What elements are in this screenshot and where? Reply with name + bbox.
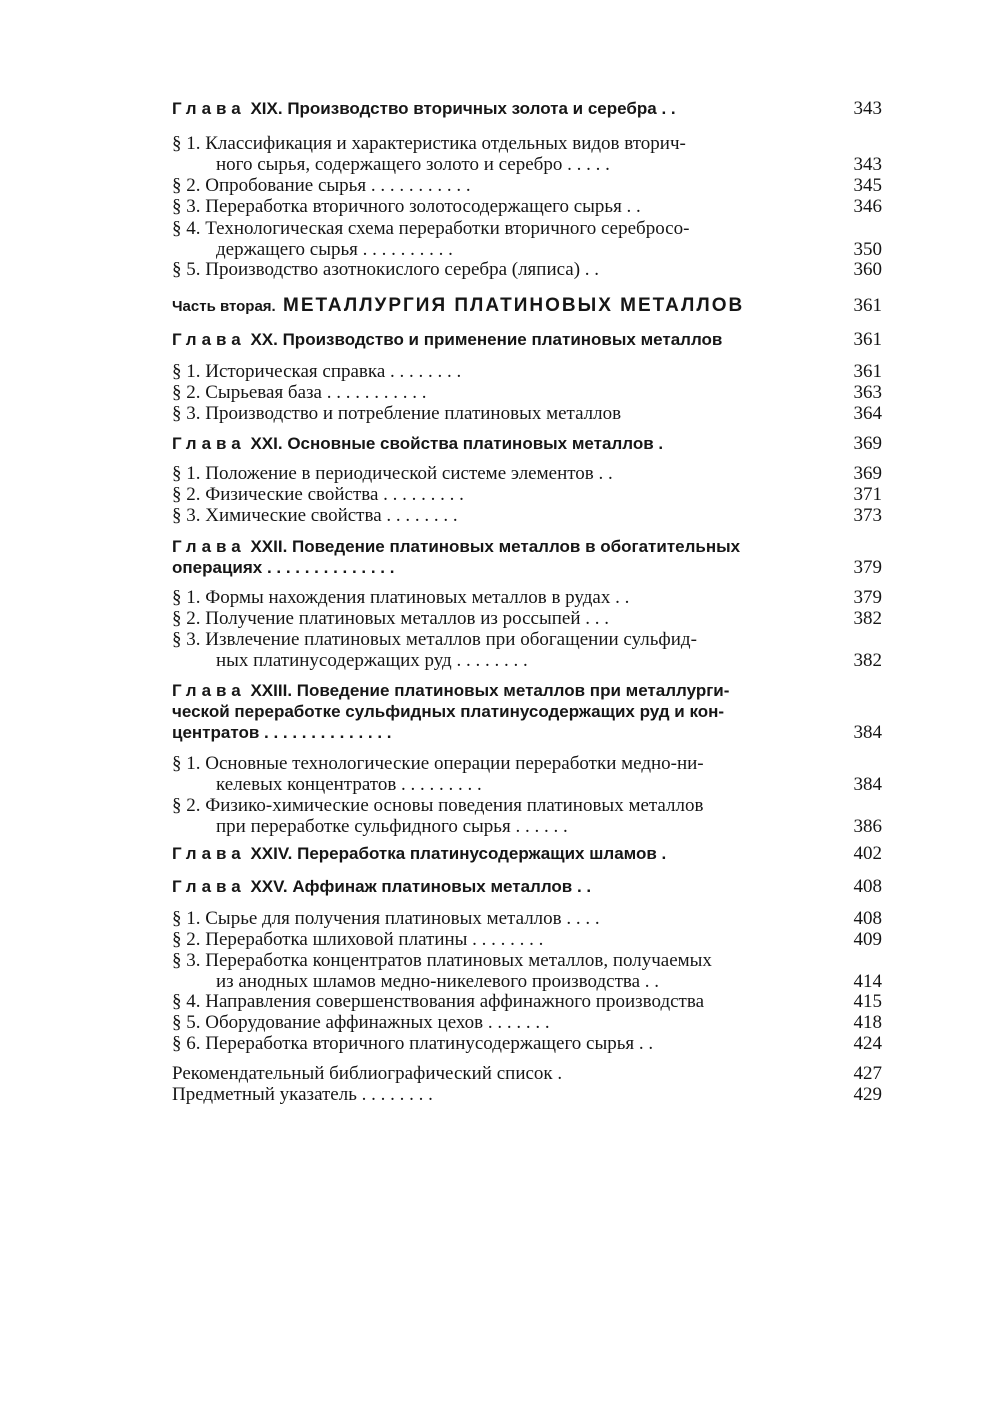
toc-chapter — [172, 843, 882, 864]
toc-line — [172, 505, 882, 526]
toc-line — [172, 484, 882, 505]
toc-line — [172, 329, 882, 350]
toc-entry — [172, 259, 882, 280]
part-heading — [172, 295, 832, 317]
toc-line — [172, 843, 882, 864]
entry-text: § 1. Сырье для получения платиновых металлов . . . . — [172, 908, 600, 929]
chapter-title: XXIII. Поведение платиновых металлов при металлурги- — [250, 681, 730, 700]
page-number: 373 — [853, 505, 882, 526]
entry-text — [172, 876, 832, 897]
page-number: 361 — [853, 329, 882, 350]
toc-part — [172, 295, 882, 316]
toc-line — [172, 680, 882, 701]
toc-line — [172, 1063, 882, 1084]
toc-line — [172, 908, 882, 929]
toc-entry — [172, 1063, 882, 1084]
toc-entry — [172, 950, 882, 992]
entry-text: § 1. Положение в периодической системе элементов . . — [172, 463, 613, 484]
chapter-title: XIX. Производство вторичных золота и серебра . . — [250, 99, 676, 118]
entry-text: § 1. Основные технологические операции переработки медно-ни- — [172, 753, 704, 774]
page-number: 361 — [853, 361, 882, 382]
entry-text: § 1. Историческая справка . . . . . . . . — [172, 361, 462, 382]
toc-line — [172, 876, 882, 897]
toc-line — [172, 1084, 882, 1105]
entry-text — [172, 433, 832, 454]
toc-line — [172, 557, 882, 578]
chapter-label: Глава — [172, 434, 246, 453]
entry-text: § 1. Формы нахождения платиновых металлов в рудах . . — [172, 587, 630, 608]
toc-entry — [172, 1012, 882, 1033]
page-number: 360 — [853, 259, 882, 280]
page-number: 424 — [853, 1033, 882, 1054]
page-number: 382 — [853, 608, 882, 629]
toc-entry — [172, 175, 882, 196]
entry-text: § 3. Производство и потребление платиновых металлов — [172, 403, 622, 424]
entry-text: из анодных шламов медно-никелевого производства . . — [216, 971, 660, 992]
page-number: 364 — [853, 403, 882, 424]
page-number: 382 — [853, 650, 882, 671]
entry-text: § 3. Переработка концентратов платиновых металлов, получаемых — [172, 950, 712, 971]
toc-entry — [172, 218, 882, 260]
entry-text: § 2. Получение платиновых металлов из россыпей . . . — [172, 608, 609, 629]
entry-text — [172, 536, 882, 557]
toc-entry — [172, 382, 882, 403]
chapter-title: XXII. Поведение платиновых металлов в обогатительных — [250, 537, 741, 556]
toc-line — [172, 1033, 882, 1054]
toc-line — [172, 403, 882, 424]
chapter-label: Глава — [172, 844, 246, 863]
entry-text: § 3. Химические свойства . . . . . . . . — [172, 505, 458, 526]
toc-line — [172, 701, 882, 722]
entry-text: § 2. Физико-химические основы поведения платиновых металлов — [172, 795, 704, 816]
toc-line — [172, 1012, 882, 1033]
entry-text: § 2. Переработка шлиховой платины . . . . . . . . — [172, 929, 544, 950]
page-number: 369 — [853, 433, 882, 454]
part-label: Часть вторая. — [172, 298, 276, 315]
toc-line — [172, 175, 882, 196]
toc-entry — [172, 133, 882, 175]
page-number: 427 — [853, 1063, 882, 1084]
toc-line — [172, 259, 882, 280]
page-number: 418 — [853, 1012, 882, 1033]
toc-line — [172, 382, 882, 403]
entry-text: при переработке сульфидного сырья . . . . . . — [216, 816, 568, 837]
toc-line — [172, 463, 882, 484]
page-number: 346 — [853, 196, 882, 217]
entry-text: ческой переработке сульфидных платинусодержащих руд и кон- — [172, 702, 725, 721]
toc-line — [172, 295, 882, 316]
entry-text — [172, 843, 832, 864]
toc-line — [172, 929, 882, 950]
page-number: 343 — [853, 98, 882, 119]
entry-text: § 2. Сырьевая база . . . . . . . . . . . — [172, 382, 427, 403]
toc-entry — [172, 929, 882, 950]
entry-text: держащего сырья . . . . . . . . . . — [216, 239, 453, 260]
toc-entry — [172, 795, 882, 837]
entry-text: центратов . . . . . . . . . . . . . . — [172, 723, 392, 742]
toc-entry — [172, 1084, 882, 1105]
chapter-label: Глава — [172, 330, 246, 349]
entry-text: § 5. Производство азотнокислого серебра (ляписа) . . — [172, 259, 600, 280]
toc-line — [172, 587, 882, 608]
toc-line — [172, 753, 882, 774]
page-number: 415 — [853, 991, 882, 1012]
toc-line — [172, 361, 882, 382]
entry-text: Рекомендательный библиографический список . — [172, 1063, 563, 1084]
page-number: 345 — [853, 175, 882, 196]
chapter-title: XX. Производство и применение платиновых металлов — [250, 330, 723, 349]
chapter-title: XXIV. Переработка платинусодержащих шламов . — [250, 844, 667, 863]
toc-entry — [172, 196, 882, 217]
toc-entry — [172, 608, 882, 629]
page-number: 361 — [853, 295, 882, 316]
chapter-title: XXV. Аффинаж платиновых металлов . . — [250, 877, 592, 896]
toc-line — [172, 218, 882, 239]
toc-entry — [172, 587, 882, 608]
entry-text: келевых концентратов . . . . . . . . . — [216, 774, 482, 795]
toc-line — [172, 98, 882, 119]
toc-entry — [172, 908, 882, 929]
page-number: 350 — [853, 239, 882, 260]
toc-line — [172, 433, 882, 454]
entry-text: § 1. Классификация и характеристика отдельных видов вторич- — [172, 133, 686, 154]
toc-entry — [172, 629, 882, 671]
toc-line — [172, 795, 882, 816]
page-number: 408 — [853, 908, 882, 929]
entry-text: ных платинусодержащих руд . . . . . . . . — [216, 650, 528, 671]
toc-entry — [172, 991, 882, 1012]
toc-chapter — [172, 329, 882, 350]
toc-line — [172, 950, 882, 971]
chapter-label: Глава — [172, 877, 246, 896]
toc-entry — [172, 484, 882, 505]
page-number: 386 — [853, 816, 882, 837]
toc-line — [172, 816, 882, 837]
page-number: 402 — [853, 843, 882, 864]
toc-entry — [172, 753, 882, 795]
chapter-title: XXI. Основные свойства платиновых металлов . — [250, 434, 664, 453]
toc-line — [172, 774, 882, 795]
toc-chapter — [172, 876, 882, 897]
toc-entry — [172, 1033, 882, 1054]
entry-text: § 5. Оборудование аффинажных цехов . . . . . . . — [172, 1012, 550, 1033]
toc-line — [172, 154, 882, 175]
toc-line — [172, 650, 882, 671]
page-number: 363 — [853, 382, 882, 403]
entry-text: § 4. Технологическая схема переработки вторичного серебросо- — [172, 218, 690, 239]
chapter-label: Глава — [172, 99, 246, 118]
page-number: 384 — [853, 722, 882, 743]
toc-entry — [172, 403, 882, 424]
page-number: 371 — [853, 484, 882, 505]
page-number: 379 — [853, 587, 882, 608]
toc-entry — [172, 505, 882, 526]
entry-text: § 4. Направления совершенствования аффинажного производства — [172, 991, 704, 1012]
page-number: 369 — [853, 463, 882, 484]
page-number: 343 — [853, 154, 882, 175]
entry-text: ного сырья, содержащего золото и серебро . . . . . — [216, 154, 610, 175]
toc-line — [172, 722, 882, 743]
entry-text — [172, 98, 832, 119]
chapter-label: Глава — [172, 537, 246, 556]
toc-entry — [172, 361, 882, 382]
page-number: 384 — [853, 774, 882, 795]
page-number: 408 — [853, 876, 882, 897]
page-number: 429 — [853, 1084, 882, 1105]
entry-text: § 2. Физические свойства . . . . . . . . . — [172, 484, 464, 505]
toc-chapter — [172, 680, 882, 743]
toc-line — [172, 196, 882, 217]
page-number: 409 — [853, 929, 882, 950]
toc-line — [172, 608, 882, 629]
entry-text — [172, 329, 832, 350]
entry-text: § 3. Извлечение платиновых металлов при обогащении сульфид- — [172, 629, 697, 650]
entry-text: § 2. Опробование сырья . . . . . . . . . . . — [172, 175, 471, 196]
toc-chapter — [172, 433, 882, 454]
entry-text — [172, 680, 882, 701]
toc-line — [172, 536, 882, 557]
toc-line — [172, 239, 882, 260]
entry-text: § 6. Переработка вторичного платинусодержащего сырья . . — [172, 1033, 654, 1054]
toc-line — [172, 991, 882, 1012]
part-title: МЕТАЛЛУРГИЯ ПЛАТИНОВЫХ МЕТАЛЛОВ — [275, 295, 745, 316]
toc-chapter — [172, 98, 882, 119]
entry-text: Предметный указатель . . . . . . . . — [172, 1084, 433, 1105]
page-number: 414 — [853, 971, 882, 992]
toc-line — [172, 133, 882, 154]
page-number: 379 — [853, 557, 882, 578]
chapter-label: Глава — [172, 681, 246, 700]
toc-line — [172, 971, 882, 992]
entry-text: операциях . . . . . . . . . . . . . . — [172, 558, 395, 577]
toc-line — [172, 629, 882, 650]
entry-text: § 3. Переработка вторичного золотосодержащего сырья . . — [172, 196, 641, 217]
toc-entry — [172, 463, 882, 484]
toc-chapter — [172, 536, 882, 578]
